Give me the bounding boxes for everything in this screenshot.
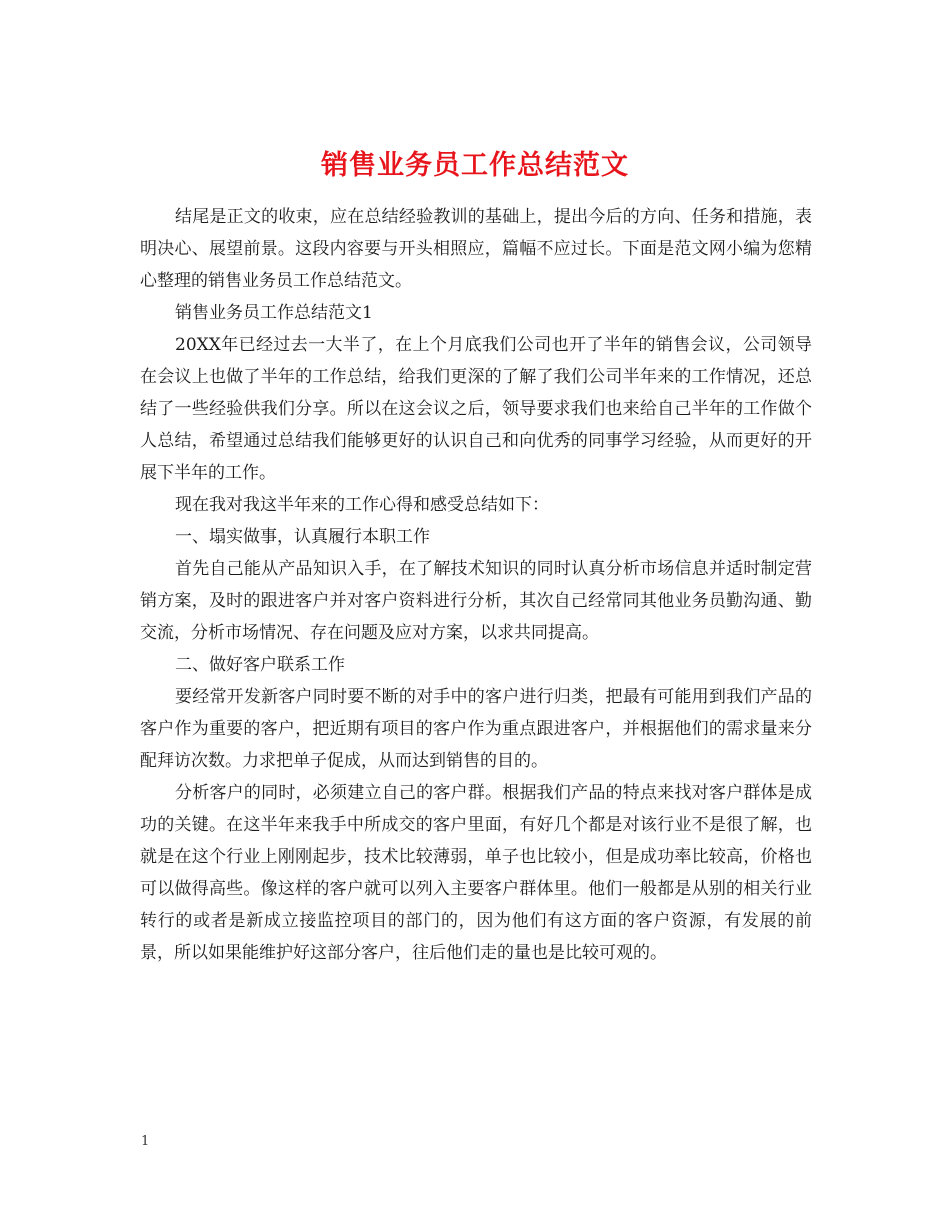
body-paragraph: 要经常开发新客户同时要不断的对手中的客户进行归类，把最有可能用到我们产品的客户作为重要的客户，把近期有项目的客户作为重点跟进客户，并根据他们的需求量来分配拜访次数。力求把单子促成，从而达到销售的目的。 xyxy=(140,687,812,771)
document-body xyxy=(140,201,812,969)
document-title: 销售业务员工作总结范文 xyxy=(321,150,629,182)
body-paragraph: 20XX年已经过去一大半了，在上个月底我们公司也开了半年的销售会议，公司领导在会议上也做了半年的工作总结，给我们更深的了解了我们公司半年来的工作情况，还总结了一些经验供我们分享。所以在这会议之后，领导要求我们也来给自己半年的工作做个人总结，希望通过总结我们能够更好的认识自己和向优秀的同事学习经验，从而更好的开展下半年的工作。 xyxy=(140,335,812,483)
body-paragraph: 首先自己能从产品知识入手，在了解技术知识的同时认真分析市场信息并适时制定营销方案，及时的跟进客户并对客户资料进行分析，其次自己经常同其他业务员勤沟通、勤交流，分析市场情况、存在问题及应对方案，以求共同提高。 xyxy=(140,559,812,643)
section-heading-sample-1: 销售业务员工作总结范文1 xyxy=(175,303,373,323)
body-paragraph: 现在我对我这半年来的工作心得和感受总结如下： xyxy=(175,495,549,515)
section-heading-1: 一、塌实做事，认真履行本职工作 xyxy=(175,527,430,547)
section-heading-2: 二、做好客户联系工作 xyxy=(175,655,345,675)
body-paragraph: 分析客户的同时，必须建立自己的客户群。根据我们产品的特点来找对客户群体是成功的关键。在这半年来我手中所成交的客户里面，有好几个都是对该行业不是很了解，也就是在这个行业上刚刚起步，技术比较薄弱，单子也比较小，但是成功率比较高，价格也可以做得高些。像这样的客户就可以列入主要客户群体里。他们一般都是从别的相关行业转行的或者是新成立接监控项目的部门的，因为他们有这方面的客户资源，有发展的前景，所以如果能维护好这部分客户，往后他们走的量也是比较可观的。 xyxy=(140,783,812,963)
intro-paragraph: 结尾是正文的收束，应在总结经验教训的基础上，提出今后的方向、任务和措施，表明决心、展望前景。这段内容要与开头相照应，篇幅不应过长。下面是范文网小编为您精心整理的销售业务员工作总结范文。 xyxy=(140,207,812,291)
page-number: 1 xyxy=(141,1134,150,1149)
